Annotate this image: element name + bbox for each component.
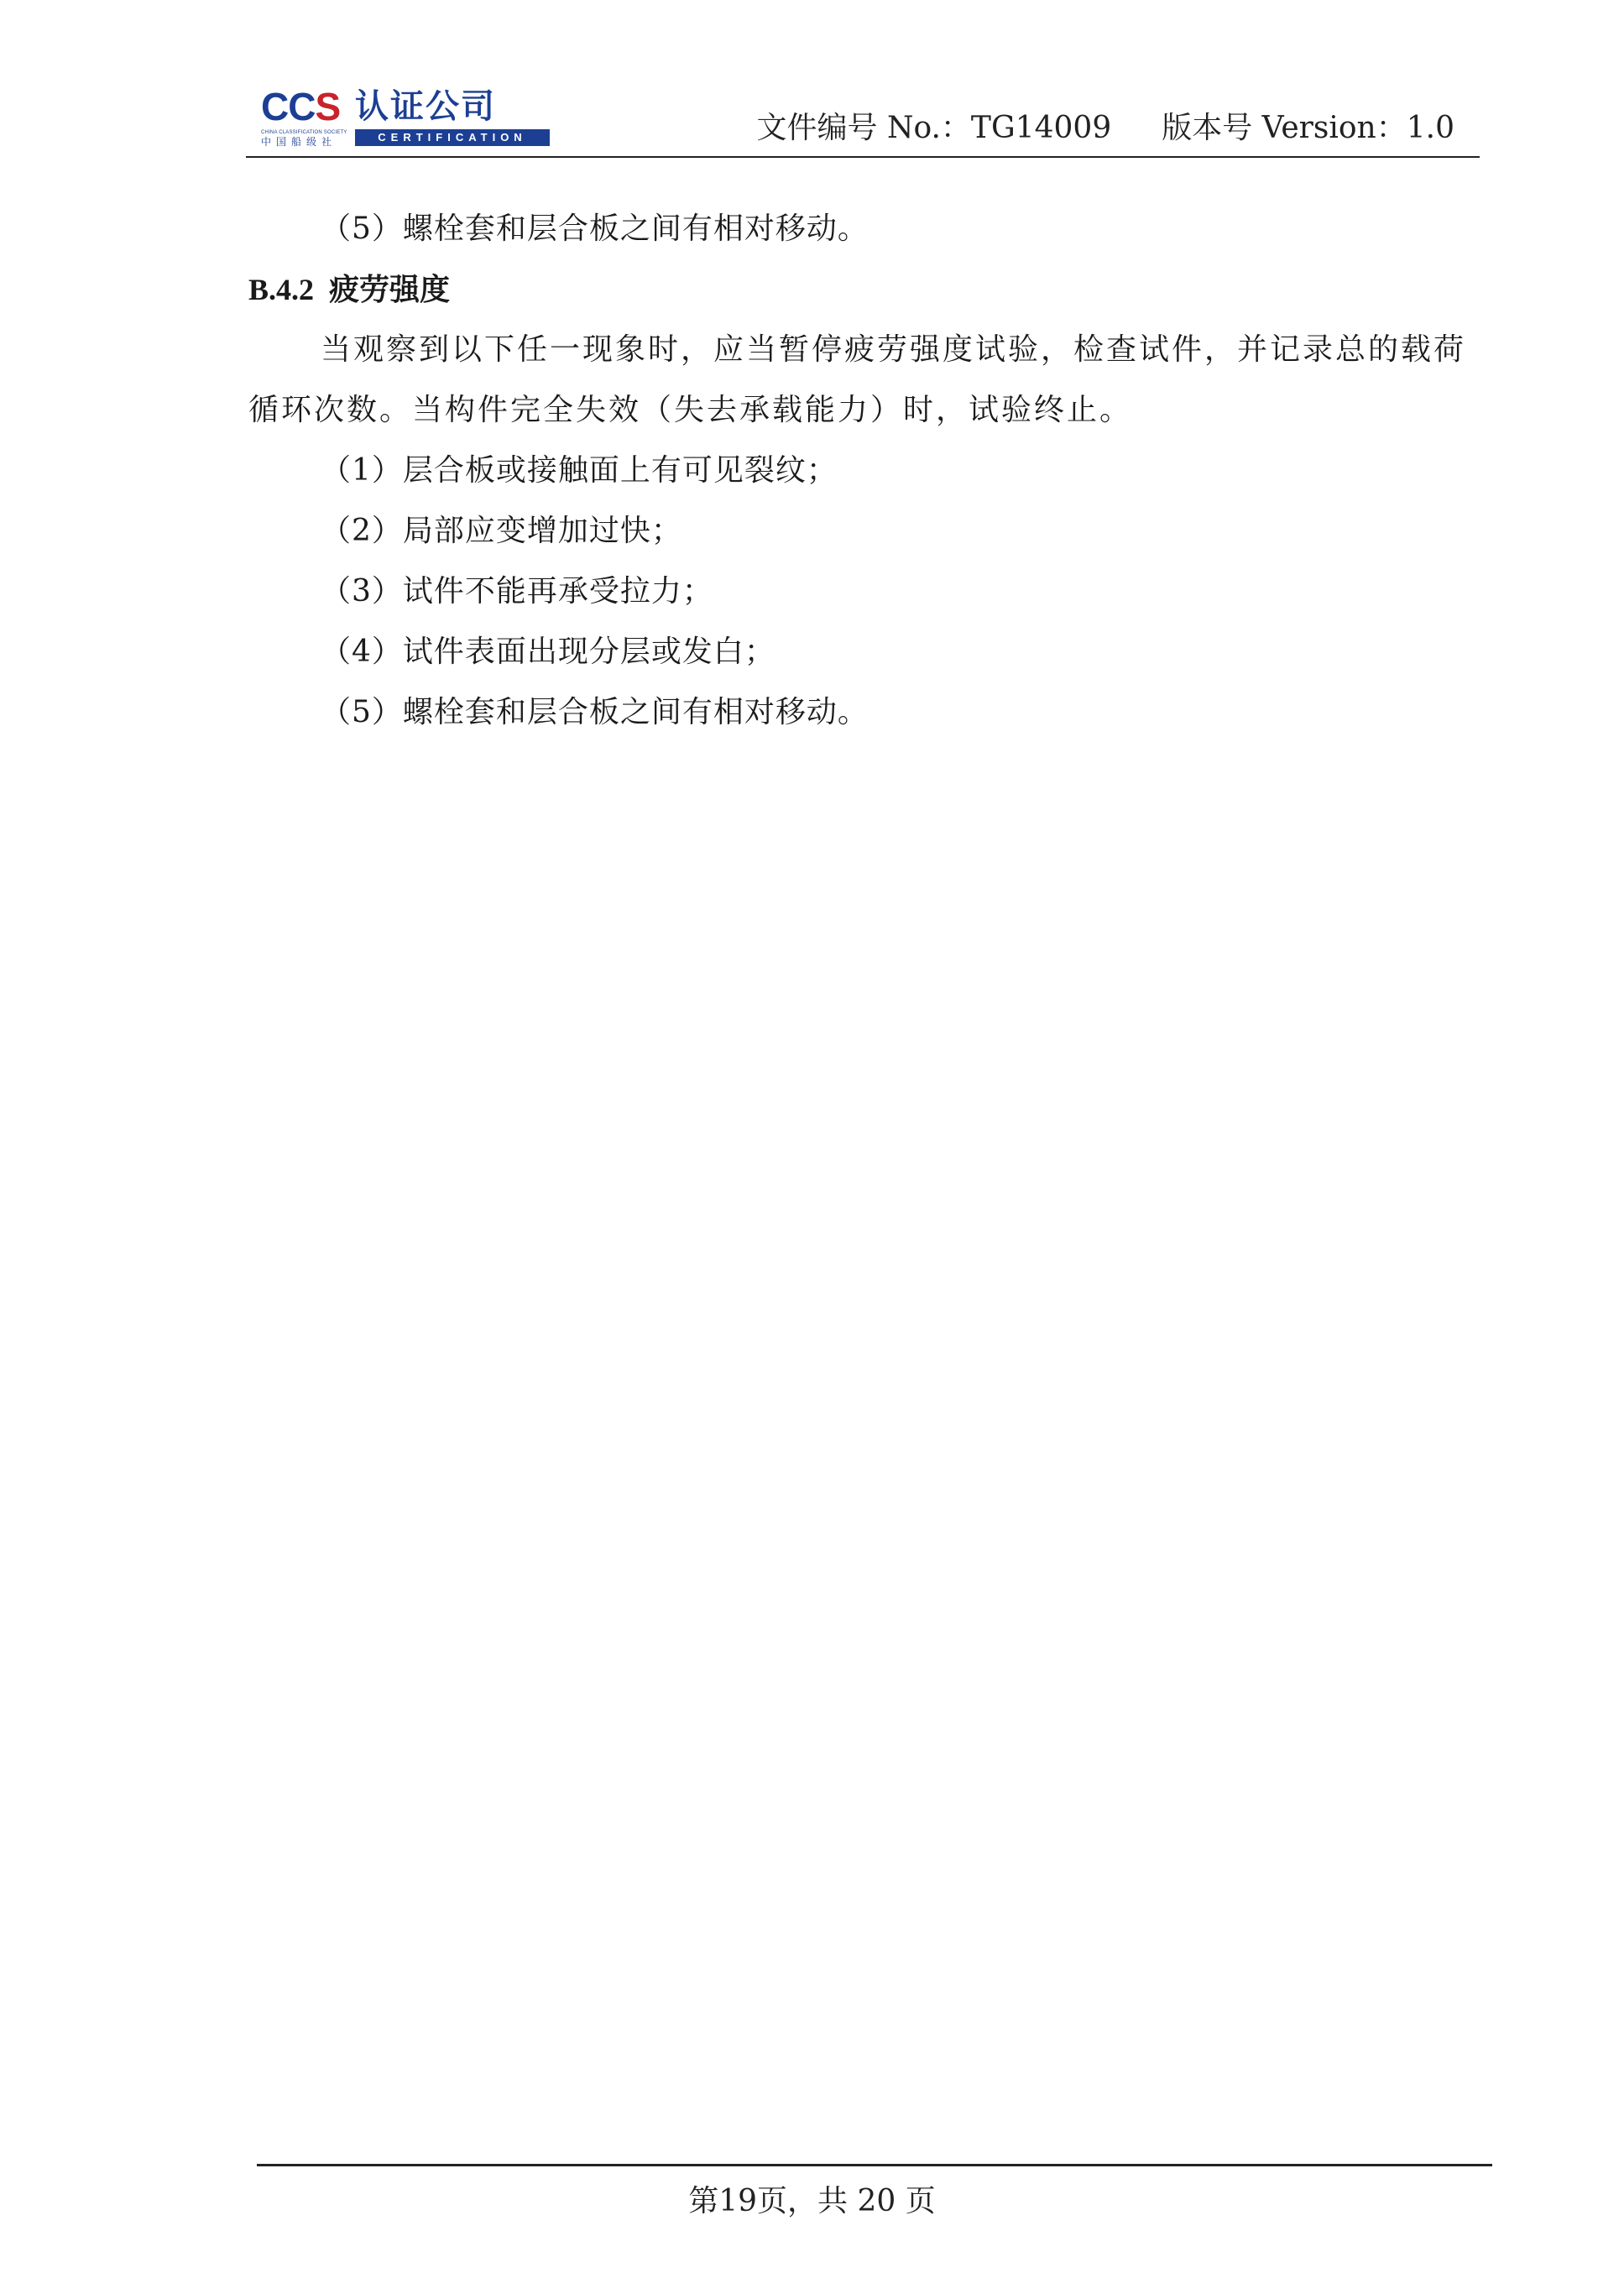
ccs-certification-logo xyxy=(246,84,556,149)
list-item: （5）螺栓套和层合板之间有相对移动。 xyxy=(321,212,869,246)
list-item: （2）局部应变增加过快； xyxy=(321,514,682,548)
logo-ccs-letters: CC xyxy=(261,85,316,128)
version-number: 版本号 Version：1.0 xyxy=(1162,111,1454,145)
logo-society-en: CHINA CLASSIFICATION SOCIETY xyxy=(261,130,347,135)
header-meta xyxy=(757,107,1455,149)
list-item: （4）试件表面出现分层或发白； xyxy=(321,635,775,669)
section-heading xyxy=(248,269,450,311)
page-header xyxy=(246,84,1480,156)
section-title: 疲劳强度 xyxy=(329,272,451,307)
section-number: B.4.2 xyxy=(248,273,315,306)
logo-ccs-mark xyxy=(261,86,340,128)
logo-certification-bar: CERTIFICATION xyxy=(355,129,550,146)
footer-divider xyxy=(257,2164,1492,2166)
logo-society-cn: 中国船级社 xyxy=(261,136,337,148)
intro-paragraph-line-1: 当观察到以下任一现象时，应当暂停疲劳强度试验，检查试件，并记录总的载荷 xyxy=(321,332,1467,367)
logo-ccs-s: S xyxy=(315,85,341,128)
page-number: 第19页，共 20 页 xyxy=(688,2184,936,2218)
list-item: （1）层合板或接触面上有可见裂纹； xyxy=(321,453,838,488)
header-divider xyxy=(246,156,1480,158)
list-item: （5）螺栓套和层合板之间有相对移动。 xyxy=(321,695,869,729)
logo-cn-name: 认证公司 xyxy=(355,87,496,126)
list-item: （3）试件不能再承受拉力； xyxy=(321,574,713,609)
intro-paragraph-line-2: 循环次数。当构件完全失效（失去承载能力）时，试验终止。 xyxy=(248,393,1133,427)
doc-number: 文件编号 No.：TG14009 xyxy=(756,111,1112,145)
